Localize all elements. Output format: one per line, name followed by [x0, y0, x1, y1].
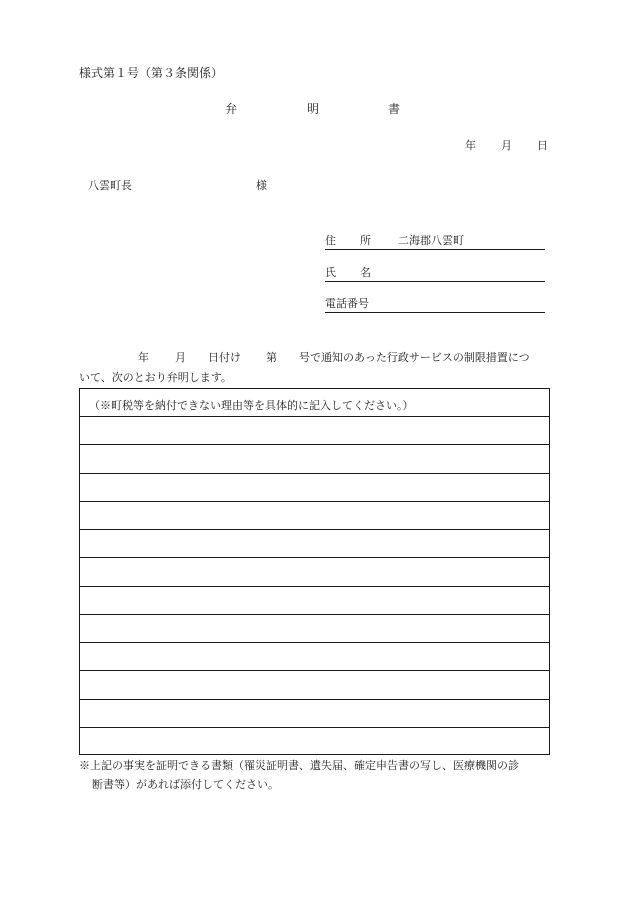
- table-instruction: （※町税等を納付できない理由等を具体的に記入してください。）: [89, 399, 414, 412]
- title-char-1: 弁: [225, 102, 238, 116]
- table-row-line: [80, 444, 549, 445]
- table-row-line: [80, 586, 549, 587]
- table-row-line: [80, 501, 549, 502]
- phone-field[interactable]: [325, 298, 545, 313]
- footnote-line-1: ※上記の事実を証明できる書類（罹災証明書、遺失届、確定申告書の写し、医療機関の診: [79, 759, 519, 772]
- table-row-line: [80, 473, 549, 474]
- address-value: 二海郡八雲町: [398, 234, 464, 247]
- table-row-line: [80, 642, 549, 643]
- form-number: 様式第１号（第３条関係）: [79, 66, 224, 80]
- address-label-1: 住: [325, 234, 336, 247]
- title-char-3: 書: [388, 102, 401, 116]
- title-char-2: 明: [307, 102, 320, 116]
- date-month-label: 月: [501, 139, 512, 152]
- table-row-line: [80, 614, 549, 615]
- date-year-label: 年: [465, 139, 476, 152]
- table-row-line: [80, 727, 549, 728]
- name-label-2: 名: [360, 266, 371, 279]
- body-sentence-continued: いて、次のとおり弁明します。: [79, 371, 232, 384]
- body-month-label: 月: [175, 351, 186, 364]
- body-date-suffix: 日付け: [208, 351, 241, 364]
- table-row-line: [80, 416, 549, 417]
- table-row-line: [80, 557, 549, 558]
- name-field[interactable]: [325, 267, 545, 282]
- body-year-label: 年: [138, 351, 149, 364]
- phone-label: 電話番号: [325, 297, 369, 310]
- recipient-name: 八雲町長: [88, 179, 132, 192]
- table-row-line: [80, 670, 549, 671]
- body-sentence-text: 号で通知のあった行政サービスの制限措置につ: [299, 351, 530, 364]
- address-field[interactable]: [325, 235, 545, 250]
- table-row-line: [80, 699, 549, 700]
- recipient-honorific: 様: [256, 179, 267, 192]
- table-row-line: [80, 529, 549, 530]
- footnote-line-2: 断書等）があれば添付してください。: [92, 778, 279, 791]
- address-label-2: 所: [360, 234, 371, 247]
- body-number-prefix: 第: [266, 351, 277, 364]
- date-day-label: 日: [537, 139, 548, 152]
- name-label-1: 氏: [325, 266, 336, 279]
- explanation-table[interactable]: [79, 388, 550, 755]
